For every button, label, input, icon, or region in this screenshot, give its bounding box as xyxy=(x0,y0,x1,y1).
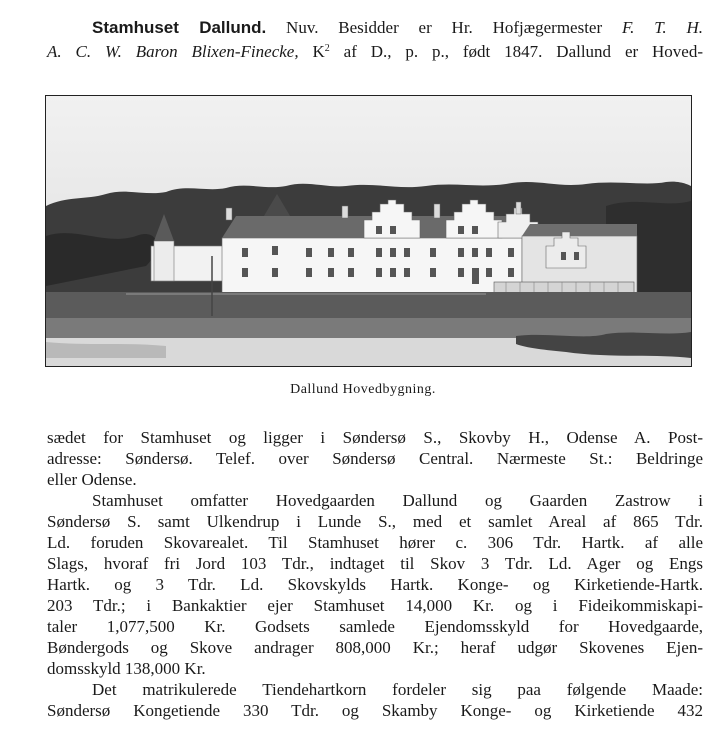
photo-caption: Dallund Hovedbygning. xyxy=(290,382,436,397)
paragraph-line: Stamhuset omfatter Hovedgaarden Dallund og Gaarden Zastrow i xyxy=(92,491,703,510)
manor-illustration xyxy=(46,96,691,366)
paragraph-line: taler 1,077,500 Kr. Godsets samlede Ejendomsskyld for Hovedgaarde, xyxy=(47,617,703,636)
garden-shrubs xyxy=(46,292,691,322)
paragraph-line: sædet for Stamhuset og ligger i Søndersø S., Skovby H., Odense A. Post- xyxy=(47,428,703,447)
manor-photograph xyxy=(45,95,692,367)
paragraph-line: domsskyld 138,000 Kr. xyxy=(47,659,206,678)
paragraph-line: Det matrikulerede Tiendehartkorn fordeler sig paa følgende Maade: xyxy=(92,680,703,699)
order-superscript: 2 xyxy=(324,43,330,54)
heading-line-1 xyxy=(92,18,703,38)
owner-name: A. C. W. Baron Blixen-Finecke, xyxy=(47,42,299,61)
owner-details-text: af D., p. p., født 1847. Dallund er Hoved- xyxy=(329,42,704,61)
paragraph-line: Hartk. og 3 Tdr. Ld. Skovskylds Hartk. Konge- og Kirketiende-Hartk. xyxy=(47,575,703,594)
order-k: K xyxy=(298,42,325,61)
paragraph-line: Slags, hvoraf fri Jord 103 Tdr., indtaget til Skov 3 Tdr. Ld. Ager og Engs xyxy=(47,554,703,573)
paragraph-line: adresse: Søndersø. Telef. over Søndersø Central. Nærmeste St.: Beldringe xyxy=(47,449,703,468)
paragraph-line: 203 Tdr.; i Bankaktier ejer Stamhuset 14,000 Kr. og i Fideikommiskapi- xyxy=(47,596,703,615)
paragraph-line: Ld. foruden Skovarealet. Til Stamhuset hører c. 306 Tdr. Hartk. af alle xyxy=(47,533,703,552)
paragraph-line: Søndersø S. samt Ulkendrup i Lunde S., med et samlet Areal af 865 Tdr. xyxy=(47,512,703,531)
paragraph-line: Søndersø Kongetiende 330 Tdr. og Skamby Konge- og Kirketiende 432 xyxy=(47,701,703,720)
paragraph-line: Bøndergods og Skove andrager 808,000 Kr.; heraf udgør Skovenes Ejen- xyxy=(47,638,703,657)
east-wing-roof xyxy=(522,224,637,236)
page-title: Stamhuset Dallund. xyxy=(92,18,267,37)
owner-initials: F. T. H. xyxy=(621,18,703,37)
owner-intro-text: Nuv. Besidder er Hr. Hofjægermester xyxy=(266,18,622,37)
chapel-tower xyxy=(154,241,174,281)
heading-line-2 xyxy=(47,39,703,62)
paragraph-line: eller Odense. xyxy=(47,470,137,489)
